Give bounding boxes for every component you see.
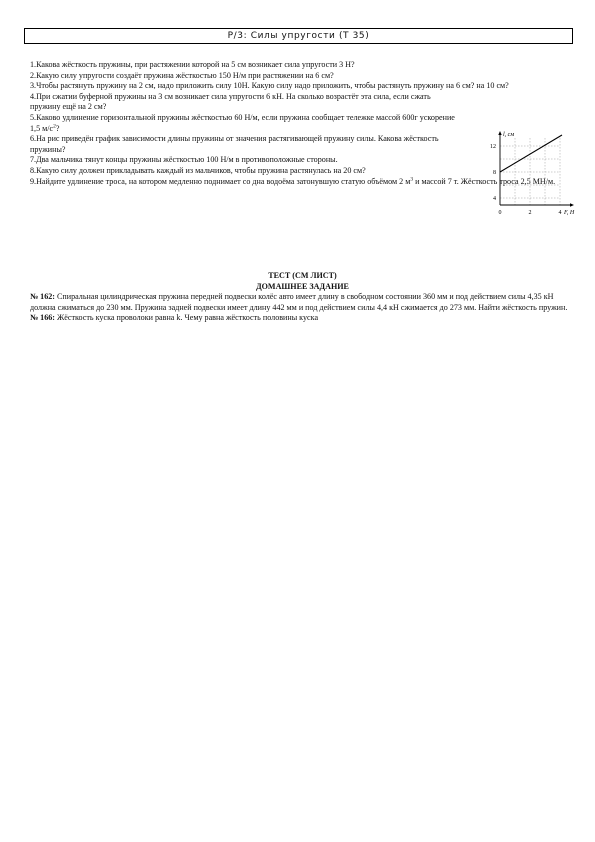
problem-4: 4.При сжатии буферной пружины на 3 см возникает сила упругости 6 кН. На сколько возрастёт эта сила, если сжать пружину ещё на 2 см? — [30, 91, 431, 112]
task-166-text: Жёсткость куска проволоки равна k. Чему равна жёсткость половины куска — [55, 313, 319, 323]
problem-7: 7.Два мальчика тянут концы пружины жёсткостью 100 Н/м в противоположные стороны. — [30, 155, 338, 165]
problem-3: 3.Чтобы растянуть пружину на 2 см, надо приложить силу 10Н. Какую силу надо приложить, чтобы растянуть пружину на 6 см? на 10 см? — [30, 81, 509, 91]
y-axis-arrow — [498, 131, 501, 135]
x-tick-0: 0 — [498, 210, 502, 216]
task-162-number: № 162: — [30, 292, 55, 302]
homework-title: ДОМАШНЕЕ ЗАДАНИЕ — [256, 281, 349, 291]
problem-2: 2.Какую силу упругости создаёт пружина жёсткостью 150 Н/м при растяжении на 6 см? — [30, 70, 334, 80]
y-tick-12: 12 — [490, 144, 496, 150]
problem-9-tail: и массой 7 т. Жёсткость троса 2,5 МН/м. — [413, 176, 556, 186]
x-tick-2: 2 — [528, 210, 532, 216]
spring-length-graph — [478, 130, 578, 216]
x-axis-label: F, Н — [564, 210, 575, 216]
problem-5-tail: ? — [55, 123, 60, 133]
task-166-number: № 166: — [30, 313, 55, 323]
graph-line — [500, 135, 562, 172]
task-166 — [30, 313, 575, 324]
problem-5-superscript: 2 — [53, 122, 56, 129]
graph-grid — [500, 138, 560, 205]
y-axis-label: l, см — [503, 132, 515, 138]
homework-section — [30, 271, 575, 324]
problem-6: 6.На рис приведён график зависимости длины пружины от значения растягивающей пружину силы. Какова жёсткость пружины? — [30, 134, 439, 154]
y-tick-4: 4 — [493, 196, 496, 202]
x-axis-arrow — [570, 203, 574, 206]
task-162 — [30, 292, 575, 313]
problem-5 — [30, 113, 462, 134]
x-tick-4: 4 — [558, 210, 562, 216]
problem-8: 8.Какую силу должен прикладывать каждый из мальчиков, чтобы пружина растянулась на 20 см? — [30, 165, 366, 175]
test-title: ТЕСТ (СМ ЛИСТ) — [268, 271, 337, 280]
problem-9-text: 9.Найдите удлинение троса, на котором медленно поднимает со дна водоёма затонувшую статую объёмом 2 м — [30, 176, 411, 186]
problem-1: 1.Какова жёсткость пружины, при растяжении которой на 5 см возникает сила упругости 3 Н? — [30, 60, 355, 69]
problem-5-text: 5.Каково удлинение горизонтальной пружины жёсткостью 60 Н/м, если пружина сообщает тележке массой 600г ускорение 1,5 м/с — [30, 112, 455, 133]
task-162-text: Спиральная цилиндрическая пружина передней подвески колёс авто имеет длину в свободном состоянии 360 мм и под действием силы 4,35 кН должна сжиматься до 230 мм. Пружина задней подвески имеет длину 442 мм и под действием силы 4,4 кН сжимается до 273 мм. Найти жёсткость пружин. — [30, 292, 568, 312]
worksheet-title: Р/3: Силы упругости (Т 35) — [24, 28, 573, 44]
y-tick-8: 8 — [493, 170, 496, 176]
problem-9-superscript: 3 — [410, 175, 414, 182]
